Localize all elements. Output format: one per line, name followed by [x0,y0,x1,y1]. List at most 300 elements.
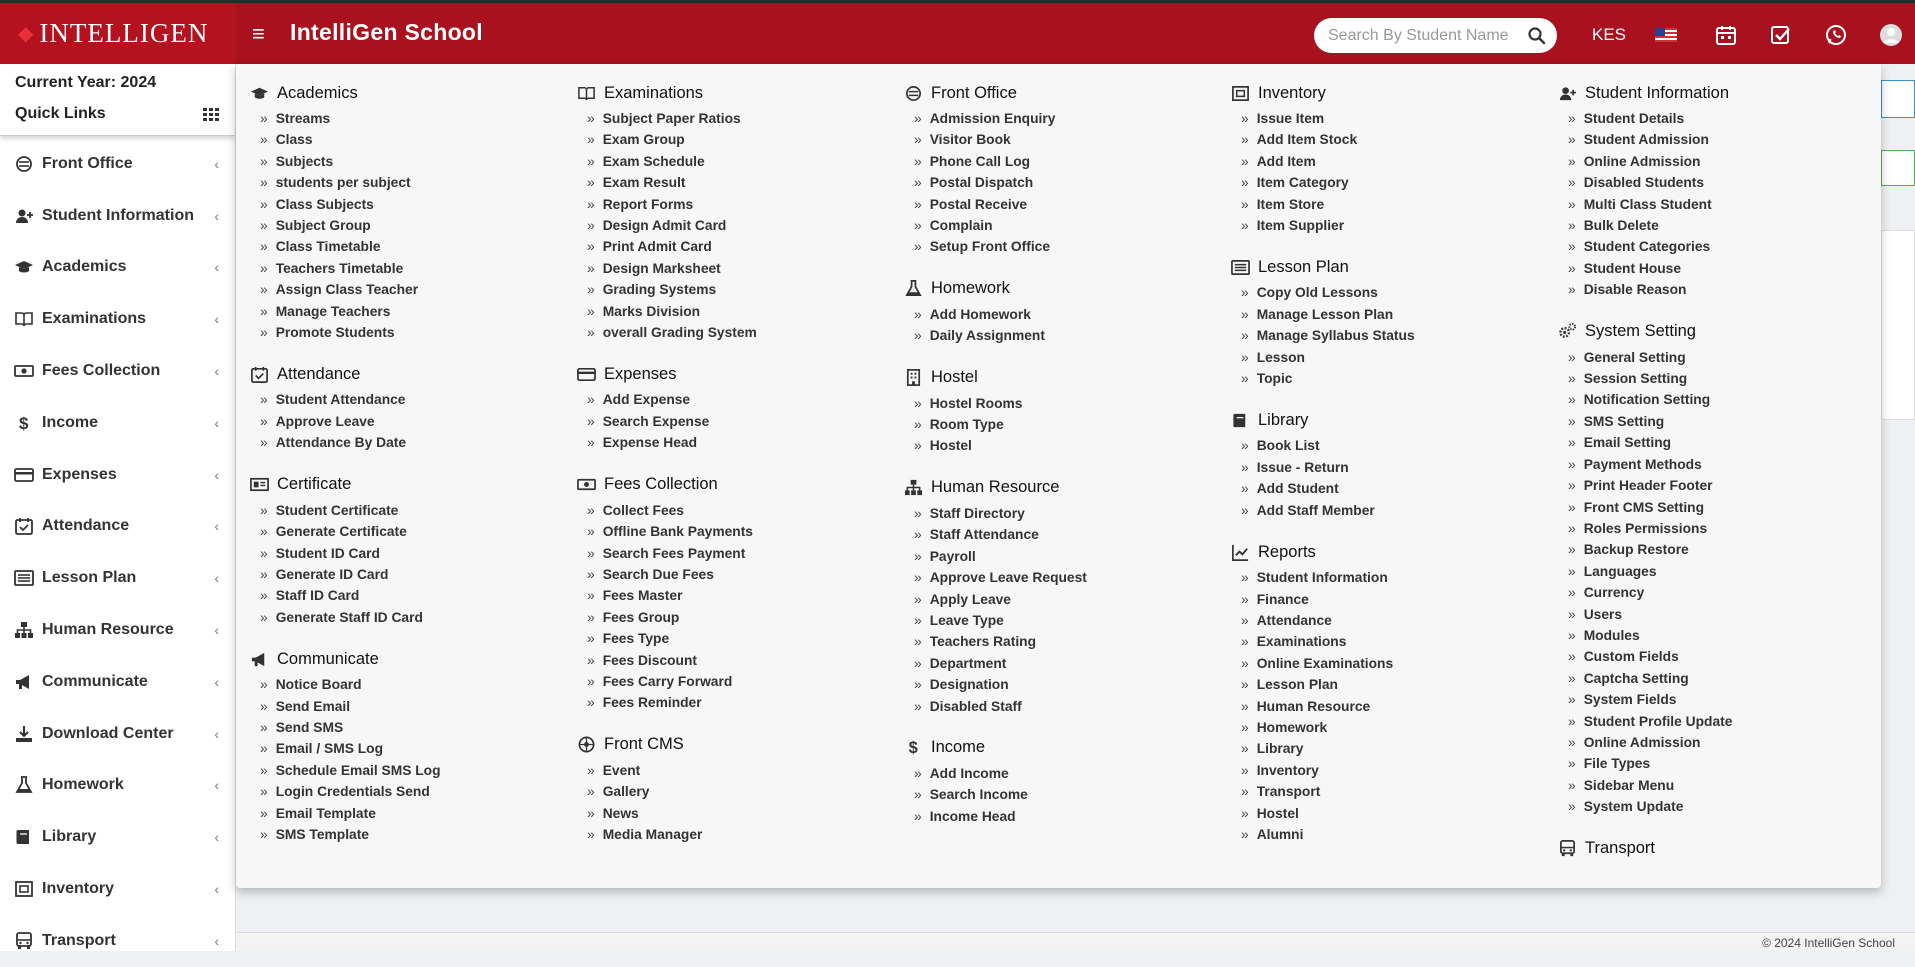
graduation-cap-icon [250,84,269,103]
menu-link[interactable]: » Online Admission [1558,151,1878,172]
menu-section-title [904,737,1224,759]
menu-link[interactable]: » Search Expense [577,411,897,432]
list-icon [14,568,34,588]
menu-link[interactable]: » Complain [904,215,1224,236]
chevron-left-icon: ‹ [214,156,219,172]
menu-link[interactable]: » Email Template [250,803,570,824]
sidebar-item-label: Fees Collection [42,362,160,380]
sidebar-item-human-resource[interactable] [0,604,235,656]
chevron-left-icon: ‹ [214,570,219,586]
sidebar [0,64,236,951]
flask-icon [14,775,34,795]
section-title-text: Communicate [277,650,379,669]
menu-section-title [1558,82,1878,104]
menu-link[interactable]: » Schedule Email SMS Log [250,760,570,781]
menu-link[interactable]: » Hostel [1231,803,1551,824]
sidebar-item-label: Communicate [42,673,148,691]
menu-section-title [577,734,897,756]
us-flag-icon[interactable] [1654,23,1678,47]
menu-link[interactable]: » Student Information [1231,567,1551,588]
menu-link[interactable]: » Apply Leave [904,589,1224,610]
footer: © 2024 IntelliGen School [236,932,1915,951]
menu-section-frontoffice [904,82,1224,258]
currency-selector[interactable]: KES [1592,25,1626,45]
menu-link[interactable]: » Daily Assignment [904,325,1224,346]
menu-link[interactable]: » Sidebar Menu [1558,775,1878,796]
divider [0,126,235,136]
menu-link[interactable]: » Media Manager [577,824,897,845]
menu-link[interactable]: » Currency [1558,582,1878,603]
bullhorn-icon [250,650,269,669]
sidebar-item-label: Front Office [42,155,133,173]
menu-section-title [1558,321,1878,343]
menu-section-title [1231,256,1551,278]
menu-section-homework [904,278,1224,347]
sidebar-item-label: Student Information [42,207,194,225]
whatsapp-icon[interactable] [1824,23,1848,47]
menu-link[interactable]: » Hostel [904,435,1224,456]
background-card [1881,150,1915,186]
menu-link[interactable]: » Visitor Book [904,129,1224,150]
menu-link[interactable]: » Library [1231,738,1551,759]
menu-link[interactable]: » Class Subjects [250,194,570,215]
menu-link[interactable]: » Income Head [904,806,1224,827]
menu-link[interactable]: » Lesson Plan [1231,674,1551,695]
calendar-check-icon [250,365,269,384]
sidebar-item-download-center[interactable] [0,708,235,760]
menu-link[interactable]: » Class [250,129,570,150]
menu-link[interactable]: » Roles Permissions [1558,518,1878,539]
menu-link[interactable]: » Add Expense [577,389,897,410]
menu-link[interactable]: » Captcha Setting [1558,668,1878,689]
section-title-text: Human Resource [931,478,1059,497]
top-navbar [0,0,1915,64]
menu-link[interactable]: » Send SMS [250,717,570,738]
sidebar-item-label: Library [42,828,96,846]
sidebar-item-transport[interactable] [0,915,235,967]
menu-link[interactable]: » Subjects [250,151,570,172]
menu-link[interactable]: » Transport [1231,781,1551,802]
menu-link[interactable]: » SMS Setting [1558,411,1878,432]
sidebar-item-label: Examinations [42,310,146,328]
menu-link[interactable]: » Generate ID Card [250,564,570,585]
hostel-icon [904,368,923,387]
menu-link[interactable]: » Generate Certificate [250,521,570,542]
menu-link[interactable]: » Report Forms [577,194,897,215]
menu-link[interactable]: » Login Credentials Send [250,781,570,802]
menu-link[interactable]: » Book List [1231,435,1551,456]
menu-section-frontcms [577,734,897,846]
calendar-icon[interactable] [1714,23,1738,47]
menu-link[interactable]: » Send Email [250,696,570,717]
sidebar-item-label: Homework [42,776,124,794]
list-icon [1231,258,1250,277]
bus-icon [14,931,34,951]
menu-link[interactable]: » Attendance By Date [250,432,570,453]
quick-links-label: Quick Links [15,105,106,123]
menu-link[interactable]: » Postal Dispatch [904,172,1224,193]
menu-link[interactable]: » Fees Group [577,607,897,628]
search-icon[interactable] [1527,26,1547,46]
menu-section-transport [1558,838,1878,860]
bus-icon [1558,839,1577,858]
menu-link[interactable]: » Student House [1558,258,1878,279]
section-title-text: Academics [277,84,358,103]
menu-link[interactable]: » Department [904,653,1224,674]
sidebar-item-front-office[interactable] [0,138,235,190]
section-title-text: Student Information [1585,84,1729,103]
menu-section-title [1558,838,1878,860]
menu-link[interactable]: » Search Income [904,784,1224,805]
menu-section-title [904,82,1224,104]
menu-link[interactable]: » Notification Setting [1558,389,1878,410]
menu-link[interactable]: » Grading Systems [577,279,897,300]
school-title: IntelliGen School [290,19,483,46]
menu-link[interactable]: » Staff Directory [904,503,1224,524]
menu-link[interactable]: » Offline Bank Payments [577,521,897,542]
menu-section-title [1231,409,1551,431]
front-office-icon [14,154,34,174]
sidebar-item-label: Transport [42,932,116,950]
menu-link[interactable]: » Examinations [1231,631,1551,652]
menu-link[interactable]: » Student Certificate [250,500,570,521]
sitemap-icon [14,620,34,640]
menu-link[interactable]: » Backup Restore [1558,539,1878,560]
menu-link[interactable]: » Multi Class Student [1558,194,1878,215]
menu-link[interactable]: » Issue Item [1231,108,1551,129]
menu-section-title [577,82,897,104]
menu-link[interactable]: » Attendance [1231,610,1551,631]
money-icon [577,475,596,494]
menu-link[interactable]: » Generate Staff ID Card [250,607,570,628]
menu-section-title [250,82,570,104]
credit-card-icon [14,465,34,485]
background-card [1881,80,1915,118]
menu-link[interactable]: » System Fields [1558,689,1878,710]
menu-link[interactable]: » File Types [1558,753,1878,774]
menu-link[interactable]: » Student Categories [1558,236,1878,257]
menu-link[interactable]: » Payment Methods [1558,454,1878,475]
menu-link[interactable]: » Gallery [577,781,897,802]
sidebar-item-expenses[interactable] [0,449,235,501]
menu-link[interactable]: » Collect Fees [577,500,897,521]
book-open-icon [577,84,596,103]
section-title-text: System Setting [1585,322,1696,341]
menu-link[interactable]: » Payroll [904,546,1224,567]
menu-link[interactable]: » Leave Type [904,610,1224,631]
menu-section-attendance [250,363,570,453]
menu-link[interactable]: » Print Header Footer [1558,475,1878,496]
menu-link[interactable]: » Item Store [1231,194,1551,215]
menu-link[interactable]: » Fees Reminder [577,692,897,713]
menu-section-title [1231,541,1551,563]
menu-section-hr [904,477,1224,717]
menu-link[interactable]: » Copy Old Lessons [1231,282,1551,303]
menu-link[interactable]: » Streams [250,108,570,129]
cogs-icon [1558,322,1577,341]
student-search [1314,18,1557,53]
menu-section-income [904,737,1224,827]
user-plus-icon [1558,84,1577,103]
logo[interactable] [0,3,236,64]
menu-link[interactable]: » Manage Syllabus Status [1231,325,1551,346]
chevron-left-icon: ‹ [214,518,219,534]
menu-link[interactable]: » Student Admission [1558,129,1878,150]
credit-card-icon [577,365,596,384]
section-title-text: Fees Collection [604,475,718,494]
menu-link[interactable]: » Human Resource [1231,696,1551,717]
menu-link[interactable]: » Promote Students [250,322,570,343]
menu-link[interactable]: » Fees Discount [577,650,897,671]
menu-link[interactable]: » Event [577,760,897,781]
menu-section-communicate [250,648,570,845]
sidebar-item-label: Attendance [42,517,129,535]
section-title-text: Attendance [277,365,360,384]
user-plus-icon [14,206,34,226]
menu-link[interactable]: » Room Type [904,414,1224,435]
menu-link[interactable]: » Add Income [904,763,1224,784]
menu-link[interactable]: » Email / SMS Log [250,738,570,759]
section-title-text: Reports [1258,543,1316,562]
money-icon [14,361,34,381]
sidebar-item-library[interactable] [0,811,235,863]
task-check-icon[interactable] [1769,23,1793,47]
section-title-text: Expenses [604,365,676,384]
menu-link[interactable]: » Phone Call Log [904,151,1224,172]
hamburger-menu-icon[interactable]: ≡ [252,23,265,45]
menu-section-title [577,474,897,496]
menu-link[interactable]: » Student Details [1558,108,1878,129]
menu-section-title [904,278,1224,300]
menu-link[interactable]: » students per subject [250,172,570,193]
menu-link[interactable]: » Assign Class Teacher [250,279,570,300]
section-title-text: Transport [1585,839,1655,858]
menu-section-title [250,474,570,496]
menu-link[interactable]: » Fees Master [577,585,897,606]
menu-link[interactable]: » Disable Reason [1558,279,1878,300]
menu-link[interactable]: » Class Timetable [250,236,570,257]
chevron-left-icon: ‹ [214,467,219,483]
menu-link[interactable]: » Manage Teachers [250,301,570,322]
bullhorn-icon [14,672,34,692]
menu-section-lessonplan [1231,256,1551,389]
menu-link[interactable]: » Student ID Card [250,543,570,564]
menu-link[interactable]: » Search Due Fees [577,564,897,585]
menu-link[interactable]: » Issue - Return [1231,457,1551,478]
menu-link[interactable]: » Expense Head [577,432,897,453]
sidebar-item-label: Income [42,414,98,432]
section-title-text: Front Office [931,84,1017,103]
menu-section-title [577,363,897,385]
menu-link[interactable]: » Staff Attendance [904,524,1224,545]
menu-link[interactable]: » Users [1558,604,1878,625]
current-year: Current Year: 2024 [0,64,235,92]
menu-link[interactable]: » Design Admit Card [577,215,897,236]
section-title-text: Lesson Plan [1258,258,1349,277]
menu-link[interactable]: » Notice Board [250,674,570,695]
background-card [1881,230,1915,420]
menu-link[interactable]: » Add Staff Member [1231,500,1551,521]
menu-link[interactable]: » Online Examinations [1231,653,1551,674]
search-input[interactable] [1328,27,1518,45]
mega-menu [236,64,1881,888]
menu-section-title [1231,82,1551,104]
menu-link[interactable]: » Approve Leave [250,411,570,432]
certificate-icon [250,475,269,494]
menu-link[interactable]: » Inventory [1231,760,1551,781]
section-title-text: Examinations [604,84,703,103]
graduation-cap-icon [14,257,34,277]
menu-link[interactable]: » Fees Type [577,628,897,649]
menu-link[interactable]: » Admission Enquiry [904,108,1224,129]
dollar-icon [14,413,34,433]
menu-section-reports [1231,541,1551,845]
menu-link[interactable]: » Exam Group [577,129,897,150]
menu-link[interactable]: » Designation [904,674,1224,695]
menu-link[interactable]: » Exam Schedule [577,151,897,172]
sidebar-item-attendance[interactable] [0,501,235,553]
chevron-left-icon: ‹ [214,311,219,327]
sidebar-item-label: Human Resource [42,621,174,639]
front-cms-icon [577,735,596,754]
sidebar-item-label: Download Center [42,725,174,743]
menu-link[interactable]: » Design Marksheet [577,258,897,279]
menu-link[interactable]: » Add Homework [904,304,1224,325]
grid-icon[interactable] [202,105,220,123]
menu-section-title [250,648,570,670]
menu-link[interactable]: » Search Fees Payment [577,543,897,564]
calendar-check-icon [14,516,34,536]
chevron-left-icon: ‹ [214,415,219,431]
chevron-left-icon: ‹ [214,881,219,897]
menu-link[interactable]: » Subject Paper Ratios [577,108,897,129]
inventory-icon [14,879,34,899]
sidebar-item-label: Academics [42,258,127,276]
menu-link[interactable]: » Bulk Delete [1558,215,1878,236]
section-title-text: Inventory [1258,84,1326,103]
chart-icon [1231,543,1250,562]
menu-link[interactable]: » Hostel Rooms [904,393,1224,414]
sidebar-item-fees-collection[interactable] [0,345,235,397]
chevron-left-icon: ‹ [214,726,219,742]
menu-link[interactable]: » Marks Division [577,301,897,322]
inventory-icon [1231,84,1250,103]
chevron-left-icon: ‹ [214,777,219,793]
menu-section-title [250,363,570,385]
menu-link[interactable]: » Front CMS Setting [1558,497,1878,518]
menu-link[interactable]: » Postal Receive [904,194,1224,215]
menu-link[interactable]: » overall Grading System [577,322,897,343]
menu-section-library [1231,409,1551,521]
menu-section-hostel [904,367,1224,457]
menu-link[interactable]: » System Update [1558,796,1878,817]
book-icon [1231,411,1250,430]
menu-link[interactable]: » Student Profile Update [1558,711,1878,732]
sidebar-item-lesson-plan[interactable] [0,552,235,604]
user-avatar-icon[interactable] [1879,23,1903,47]
menu-link[interactable]: » Teachers Rating [904,631,1224,652]
logo-mark-icon: ◆ [18,21,33,46]
menu-link[interactable]: » Email Setting [1558,432,1878,453]
menu-link[interactable]: » Staff ID Card [250,585,570,606]
menu-link[interactable]: » Student Attendance [250,389,570,410]
dollar-icon [904,738,923,757]
menu-link[interactable]: » SMS Template [250,824,570,845]
menu-link[interactable]: » Disabled Staff [904,696,1224,717]
menu-link[interactable]: » Item Category [1231,172,1551,193]
menu-section-studentinfo [1558,82,1878,301]
menu-link[interactable]: » Topic [1231,368,1551,389]
menu-section-expenses [577,363,897,453]
chevron-left-icon: ‹ [214,674,219,690]
quick-links[interactable] [0,92,235,126]
flask-icon [904,279,923,298]
chevron-left-icon: ‹ [214,208,219,224]
menu-link[interactable]: » Alumni [1231,824,1551,845]
menu-link[interactable]: » Approve Leave Request [904,567,1224,588]
book-open-icon [14,309,34,329]
menu-link[interactable]: » Teachers Timetable [250,258,570,279]
menu-section-certificate [250,474,570,628]
sidebar-item-label: Lesson Plan [42,569,136,587]
section-title-text: Front CMS [604,735,684,754]
menu-link[interactable]: » Finance [1231,589,1551,610]
menu-link[interactable]: » Modules [1558,625,1878,646]
menu-link[interactable]: » Print Admit Card [577,236,897,257]
menu-link[interactable]: » Lesson [1231,347,1551,368]
sidebar-item-communicate[interactable] [0,656,235,708]
section-title-text: Hostel [931,368,978,387]
menu-section-fees [577,474,897,714]
menu-link[interactable]: » Homework [1231,717,1551,738]
menu-link[interactable]: » News [577,803,897,824]
sidebar-item-income[interactable] [0,397,235,449]
menu-section-title [904,477,1224,499]
sidebar-item-label: Expenses [42,466,117,484]
menu-link[interactable]: » Manage Lesson Plan [1231,304,1551,325]
sidebar-item-student-information[interactable] [0,190,235,242]
menu-link[interactable]: » Setup Front Office [904,236,1224,257]
menu-link[interactable]: » Subject Group [250,215,570,236]
download-icon [14,724,34,744]
sidebar-item-academics[interactable] [0,242,235,294]
section-title-text: Library [1258,411,1308,430]
menu-link[interactable]: » Add Student [1231,478,1551,499]
chevron-left-icon: ‹ [214,933,219,949]
chevron-left-icon: ‹ [214,622,219,638]
menu-link[interactable]: » Disabled Students [1558,172,1878,193]
chevron-left-icon: ‹ [214,829,219,845]
menu-link[interactable]: » Exam Result [577,172,897,193]
logo-text: INTELLIGEN [39,18,208,49]
menu-link[interactable]: » Session Setting [1558,368,1878,389]
menu-link[interactable]: » Online Admission [1558,732,1878,753]
front-office-icon [904,84,923,103]
menu-link[interactable]: » Add Item Stock [1231,129,1551,150]
menu-link[interactable]: » Custom Fields [1558,646,1878,667]
menu-link[interactable]: » General Setting [1558,347,1878,368]
section-title-text: Homework [931,279,1010,298]
menu-link[interactable]: » Add Item [1231,151,1551,172]
sidebar-item-examinations[interactable] [0,293,235,345]
sidebar-item-homework[interactable] [0,760,235,812]
book-icon [14,827,34,847]
menu-link[interactable]: » Languages [1558,561,1878,582]
menu-link[interactable]: » Item Supplier [1231,215,1551,236]
sidebar-item-inventory[interactable] [0,863,235,915]
menu-section-examinations [577,82,897,343]
menu-link[interactable]: » Fees Carry Forward [577,671,897,692]
